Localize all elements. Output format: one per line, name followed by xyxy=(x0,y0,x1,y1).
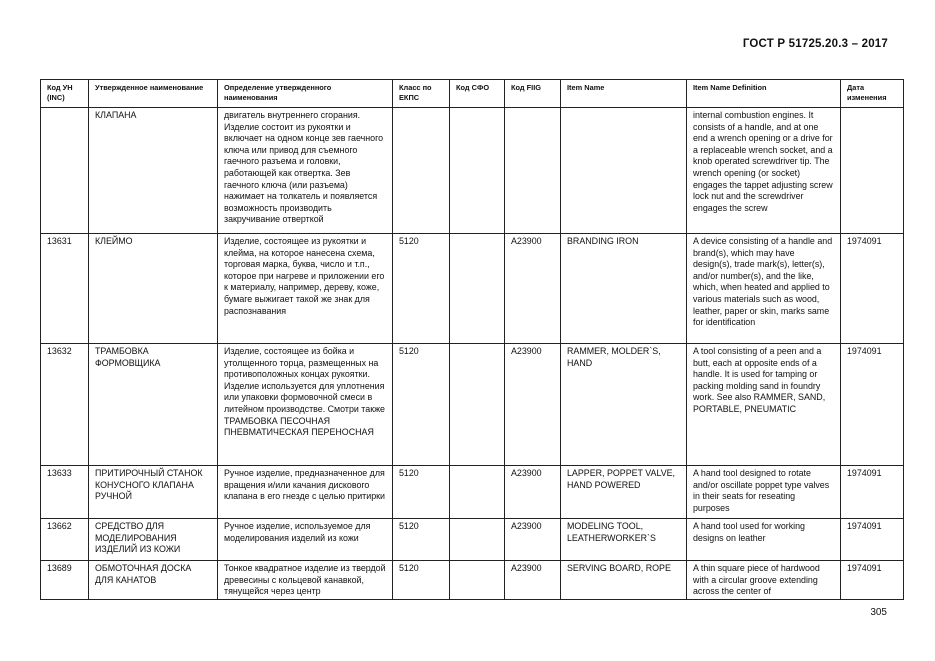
cell-name: СРЕДСТВО ДЛЯ МОДЕЛИРОВАНИЯ ИЗДЕЛИЙ ИЗ КОЖИ xyxy=(89,519,218,561)
header-item-name: Item Name xyxy=(561,80,687,108)
cell-item-name xyxy=(561,108,687,234)
header-approved-name: Утвержденное наименование xyxy=(89,80,218,108)
cell-definition: Изделие, состоящее из бойка и утолщенного торца, размещенных на противоположных концах рукоятки. Изделие используется для уплотнения или упаковки формовочной смеси в литейном производстве. Смотри также ТРАМБОВКА ПЕСОЧНАЯ ПНЕВМАТИЧЕСКАЯ ПЕРЕНОСНАЯ xyxy=(218,344,393,466)
cell-date: 1974091 xyxy=(841,344,904,466)
cell-item-name: RAMMER, MOLDER`S, HAND xyxy=(561,344,687,466)
cell-definition: Ручное изделие, предназначенное для вращения и/или качания дискового клапана в его гнезде с целью притирки xyxy=(218,466,393,519)
cell-date: 1974091 xyxy=(841,561,904,600)
table-row xyxy=(41,561,904,600)
cell-sfo xyxy=(450,108,505,234)
cell-code: 13632 xyxy=(41,344,89,466)
header-change-date: Дата изменения xyxy=(841,80,904,108)
cell-code: 13631 xyxy=(41,234,89,344)
item-names-table xyxy=(40,79,904,600)
table-row xyxy=(41,234,904,344)
cell-item-name: SERVING BOARD, ROPE xyxy=(561,561,687,600)
cell-name: ОБМОТОЧНАЯ ДОСКА ДЛЯ КАНАТОВ xyxy=(89,561,218,600)
cell-sfo xyxy=(450,344,505,466)
cell-name: КЛАПАНА xyxy=(89,108,218,234)
cell-item-definition: internal combustion engines. It consists of a handle, and at one end a wrench opening or a drive for a replaceable wrench socket, and a knob operated screwdriver tip. The wrench opening (or socket) engages the tappet adjusting screw lock nut and the screwdriver engages the screw xyxy=(687,108,841,234)
cell-item-name: MODELING TOOL, LEATHERWORKER`S xyxy=(561,519,687,561)
page-number: 305 xyxy=(870,607,887,618)
table-row xyxy=(41,344,904,466)
header-fiig-code: Код FIIG xyxy=(505,80,561,108)
table-header-row xyxy=(41,80,904,108)
cell-class: 5120 xyxy=(393,234,450,344)
cell-fiig xyxy=(505,108,561,234)
cell-definition: Изделие, состоящее из рукоятки и клейма, на которое нанесена схема, торговая марка, буква, число и т.п., которое при нагреве и приложении его к материалу, например, дереву, коже, бумаге выжигает такой же знак для распознавания xyxy=(218,234,393,344)
header-item-name-definition: Item Name Definition xyxy=(687,80,841,108)
cell-sfo xyxy=(450,519,505,561)
cell-date: 1974091 xyxy=(841,466,904,519)
cell-class: 5120 xyxy=(393,344,450,466)
table-row xyxy=(41,108,904,234)
cell-date: 1974091 xyxy=(841,234,904,344)
cell-item-definition: A device consisting of a handle and brand(s), which may have design(s), trade mark(s), letter(s), and/or number(s), and the like, which, when heated and applied to various materials such as wood, leather, paper or skin, marks same for identification xyxy=(687,234,841,344)
cell-sfo xyxy=(450,466,505,519)
cell-definition: двигатель внутреннего сгорания. Изделие состоит из рукоятки и включает на одном конце зев гаечного ключа или привод для съемного гаечного разъема и головки, работающей как отвертка. Зев гаечного ключа (или разъема) нажимает на толкатель и появляется возможность производить закручивание отверткой xyxy=(218,108,393,234)
cell-definition: Ручное изделие, используемое для моделирования изделий из кожи xyxy=(218,519,393,561)
cell-code: 13633 xyxy=(41,466,89,519)
cell-fiig: A23900 xyxy=(505,561,561,600)
cell-class: 5120 xyxy=(393,519,450,561)
cell-date xyxy=(841,108,904,234)
document-header: ГОСТ Р 51725.20.3 – 2017 xyxy=(742,38,888,50)
header-ekps-class: Класс по ЕКПС xyxy=(393,80,450,108)
table-row xyxy=(41,519,904,561)
cell-class: 5120 xyxy=(393,561,450,600)
cell-item-name: BRANDING IRON xyxy=(561,234,687,344)
cell-sfo xyxy=(450,561,505,600)
table-row xyxy=(41,466,904,519)
cell-name: ТРАМБОВКА ФОРМОВЩИКА xyxy=(89,344,218,466)
cell-fiig: A23900 xyxy=(505,234,561,344)
cell-fiig: A23900 xyxy=(505,344,561,466)
cell-definition: Тонкое квадратное изделие из твердой древесины с кольцевой канавкой, тянущейся через центр xyxy=(218,561,393,600)
cell-fiig: A23900 xyxy=(505,519,561,561)
cell-class xyxy=(393,108,450,234)
header-approved-definition: Определение утвержденного наименования xyxy=(218,80,393,108)
header-inc-code: Код УН (INC) xyxy=(41,80,89,108)
cell-name: ПРИТИРОЧНЫЙ СТАНОК КОНУСНОГО КЛАПАНА РУЧНОЙ xyxy=(89,466,218,519)
cell-name: КЛЕЙМО xyxy=(89,234,218,344)
header-sfo-code: Код СФО xyxy=(450,80,505,108)
cell-sfo xyxy=(450,234,505,344)
cell-code xyxy=(41,108,89,234)
cell-item-definition: A thin square piece of hardwood with a circular groove extending across the center of xyxy=(687,561,841,600)
cell-date: 1974091 xyxy=(841,519,904,561)
cell-item-definition: A tool consisting of a peen and a butt, each at opposite ends of a handle. It is used for tamping or packing molding sand in foundry work. See also RAMMER, SAND, PORTABLE, PNEUMATIC xyxy=(687,344,841,466)
cell-code: 13662 xyxy=(41,519,89,561)
cell-item-definition: A hand tool used for working designs on leather xyxy=(687,519,841,561)
cell-fiig: A23900 xyxy=(505,466,561,519)
cell-code: 13689 xyxy=(41,561,89,600)
cell-class: 5120 xyxy=(393,466,450,519)
cell-item-definition: A hand tool designed to rotate and/or oscillate poppet type valves in their seats for reseating purposes xyxy=(687,466,841,519)
cell-item-name: LAPPER, POPPET VALVE, HAND POWERED xyxy=(561,466,687,519)
